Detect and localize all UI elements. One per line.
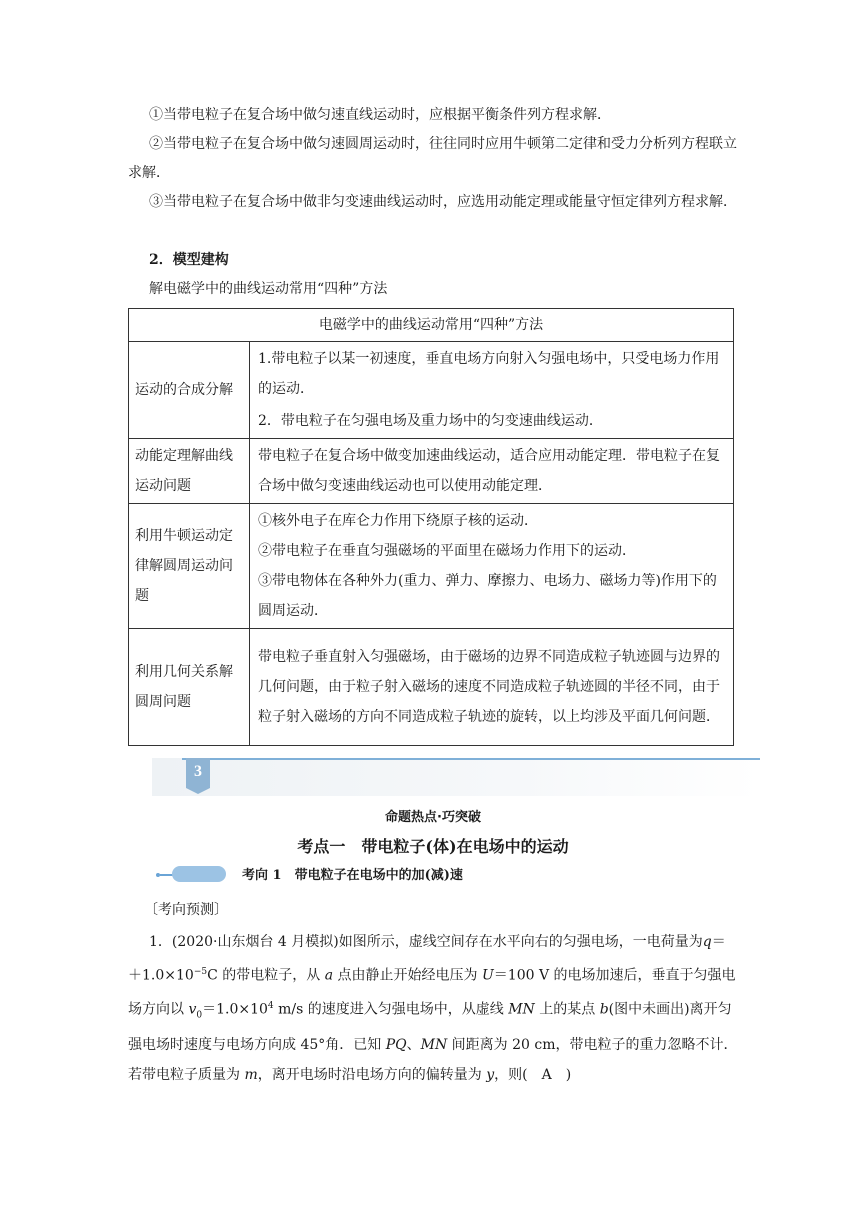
description-line: ②带电粒子在垂直匀强磁场的平面里在磁场力作用下的运动． [258, 543, 636, 559]
methods-table [128, 308, 734, 746]
table-row [129, 504, 734, 629]
description-line: 带电粒子在复合场中做变加速曲线运动，适合应用动能定理．带电粒子在复合场中做匀变速曲线运动也可以使用动能定理． [258, 448, 720, 494]
description-line: 2．带电粒子在匀强电场及重力场中的匀变速曲线运动． [258, 413, 603, 429]
method-cell: 运动的合成分解 [129, 342, 250, 439]
section-banner [152, 758, 760, 796]
description-line: 带电粒子垂直射入匀强磁场，由于磁场的边界不同造成粒子轨迹圆与边界的几何问题，由于粒子射入磁场的速度不同造成粒子轨迹圆的半径不同，由于粒子射入磁场的方向不同造成粒子轨迹的旋转，以上均涉及平面几何问题． [258, 649, 720, 725]
paragraph-2: ②当带电粒子在复合场中做匀速圆周运动时，往往同时应用牛顿第二定律和受力分析列方程联立求解． [128, 136, 737, 181]
description-line: ①核外电子在库仑力作用下绕原子核的运动． [258, 513, 538, 529]
direction-marker-icon [156, 866, 226, 882]
table-row [129, 439, 734, 504]
description-cell [250, 504, 734, 629]
description-cell [250, 439, 734, 504]
section-title: 命题热点·巧突破 [385, 810, 481, 825]
description-line: 1.带电粒子以某一初速度，垂直电场方向射入匀强电场中，只受电场力作用的运动． [258, 351, 720, 397]
question-1: 1．(2020·山东烟台 4 月模拟)如图所示，虚线空间存在水平向右的匀强电场，一电荷量为$q=+1.0\times 10^{-5}C$ 的带电粒子，从 a 点由静止开始经电压为 U＝100 V 的电场加速后，垂直于匀强电场方向以 $v_0=1.0\times 10^4$ m/s 的速度进入匀强电场中，从虚线 MN 上的某点 b(图中未画出)离开匀强电场时速度与电场方向成 45°角．已知 PQ、MN 间距离为 20 cm，带电粒子的重力忽略不计．若带电粒子质量为 m，离开电场时沿电场方向的偏转量为 y，则( A ) [128, 934, 738, 1084]
banner-line [182, 758, 760, 760]
predict-label: 〔考向预测〕 [144, 902, 228, 918]
description-line: ③带电物体在各种外力(重力、弹力、摩擦力、电场力、磁场力等)作用下的圆周运动． [258, 573, 717, 619]
section-number-badge: 3 [186, 758, 210, 788]
method-cell: 利用几何关系解圆周问题 [129, 629, 250, 746]
direction-heading: 考向 1 带电粒子在电场中的加(减)速 [242, 868, 463, 883]
paragraph-1: ①当带电粒子在复合场中做匀速直线运动时，应根据平衡条件列方程求解． [149, 107, 611, 123]
method-cell: 动能定理解曲线运动问题 [129, 439, 250, 504]
description-cell [250, 629, 734, 746]
paragraph-3: ③当带电粒子在复合场中做非匀变速曲线运动时，应选用动能定理或能量守恒定律列方程求解． [149, 194, 737, 210]
heading-model: 2．模型建构 [149, 252, 229, 268]
table-header-row [129, 309, 734, 342]
table-title: 电磁学中的曲线运动常用“四种”方法 [129, 309, 734, 342]
table-row [129, 342, 734, 439]
answer-choice: A [541, 1067, 552, 1084]
table-row [129, 629, 734, 746]
topic-heading: 考点一 带电粒子(体)在电场中的运动 [297, 837, 569, 856]
banner-band [152, 758, 760, 796]
description-cell [250, 342, 734, 439]
table-intro: 解电磁学中的曲线运动常用“四种”方法 [149, 281, 388, 297]
method-cell: 利用牛顿运动定律解圆周运动问题 [129, 504, 250, 629]
